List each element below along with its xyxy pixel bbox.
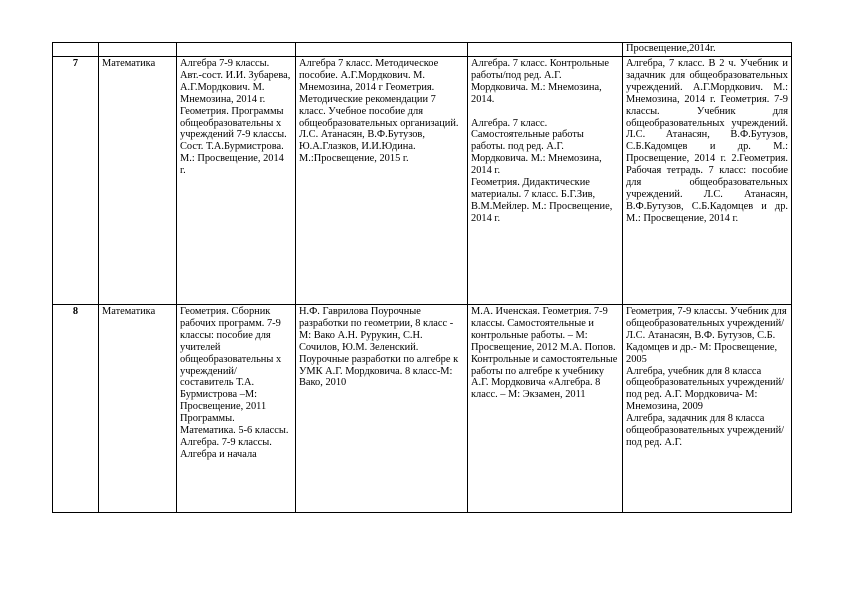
subject-cell: Математика	[99, 305, 177, 513]
control-paragraph: Алгебра. 7 класс. Контрольные работы/под ред. А.Г. Мордковича. М.: Мнемозина, 2014.	[471, 58, 609, 105]
textbooks-paragraph: Геометрия, 7-9 классы. Учебник для общеобразовательных учреждений/ Л.С. Атанасян, В.Ф. Бутузов, С.Б. Кадомцев и др.- М: Просвещение, 2005	[626, 306, 787, 365]
paragraph-gap	[471, 106, 619, 118]
textbooks-paragraph: Алгебра, задачник для 8 класса общеобразовательных учреждений/под ред. А.Г.	[626, 413, 785, 448]
textbooks-cell: Алгебра, 7 класс. В 2 ч. Учебник и задачник для общеобразовательных учреждений. А.Г.Мордкович. М.: Мнемозина, 2014 г. Геометрия. 7-9 классы. Учебник для общеобразовательных учреждений. Л.С. Атанасян, В.Ф.Бутузов, С.Б.Кадомцев и др. М.: Просвещение, 2014 г. 2.Геометрия. Рабочая тетрадь. 7 класс: пособие для общеобразовательных учреждений. Л.С. Атанасян, В.Ф.Бутузов, С.Б.Кадомцев и др. М.: Просвещение, 2014 г.	[623, 57, 792, 305]
control-paragraph: Геометрия. Дидактические материалы. 7 класс. Б.Г.Зив, В.М.Мейлер. М.: Просвещение, 2014 г.	[471, 177, 613, 224]
programs-cell: Геометрия. Сборник рабочих программ. 7-9 классы: пособие для учителей общеобразовательны х учреждений/ составитель Т.А. Бурмистрова –М: Просвещение, 2011 Программы. Математика. 5-6 классы. Алгебра. 7-9 классы. Алгебра и начала	[177, 305, 296, 513]
subject-cell: Математика	[99, 57, 177, 305]
control-cell: М.А. Иченская. Геометрия. 7-9 классы. Самостоятельные и контрольные работы. – М: Просвещение, 2012 М.А. Попов. Контрольные и самостоятельные работы по алгебре к учебнику А.Г. Мордковича «Алгебра. 8 класс. – М: Экзамен, 2011	[468, 305, 623, 513]
methodical-cell: Н.Ф. Гаврилова Поурочные разработки по геометрии, 8 класс - М: Вако А.Н. Рурукин, С.Н. Сочилов, Ю.М. Зеленский. Поурочные разработки по алгебре к УМК А.Г. Мордковича. 8 класс-М: Вако, 2010	[296, 305, 468, 513]
header-cell-textbooks: Просвещение,2014г.	[623, 43, 792, 57]
curriculum-table	[52, 42, 792, 513]
header-row	[53, 43, 792, 57]
control-cell	[468, 57, 623, 305]
methodical-cell: Алгебра 7 класс. Методическое пособие. А.Г.Мордкович. М. Мнемозина, 2014 г Геометрия. Методические рекомендации 7 класс. Учебное пособие для общеобразовательных организаций. Л.С. Атанасян, В.Ф.Бутузов, Ю.А.Глазков, И.И.Юдина. М.:Просвещение, 2015 г.	[296, 57, 468, 305]
textbooks-paragraph: Алгебра, учебник для 8 класса общеобразовательных учреждений/под ред. А.Г. Мордковича- М: Мнемозина, 2009	[626, 365, 785, 413]
header-cell-programs	[177, 43, 296, 57]
header-cell-methodical	[296, 43, 468, 57]
row-number: 7	[53, 57, 99, 305]
textbooks-cell	[623, 305, 792, 513]
table-row	[53, 305, 792, 513]
table-row	[53, 57, 792, 305]
header-cell-num	[53, 43, 99, 57]
programs-cell: Алгебра 7-9 классы. Авт.-сост. И.И. Зубарева, А.Г.Мордкович. М. Мнемозина, 2014 г. Геометрия. Программы общеобразовательны х учреждений 7-9 классы. Сост. Т.А.Бурмистрова. М.: Просвещение, 2014 г.	[177, 57, 296, 305]
control-paragraph: Алгебра. 7 класс. Самостоятельные работы работы. под ред. А.Г. Мордковича. М.: Мнемозина, 2014 г.	[471, 117, 602, 177]
row-number: 8	[53, 305, 99, 513]
header-cell-control	[468, 43, 623, 57]
header-cell-subject	[99, 43, 177, 57]
